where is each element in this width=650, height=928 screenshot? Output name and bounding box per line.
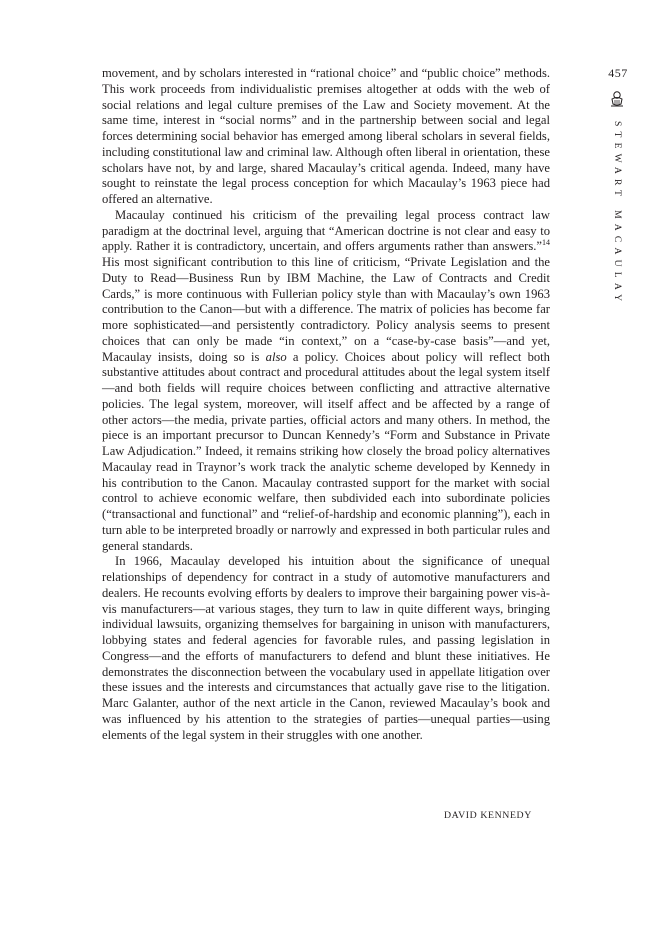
emphasis-also: also — [265, 349, 287, 364]
body-text — [102, 66, 550, 743]
paragraph-3 — [102, 554, 550, 743]
paragraph-2 — [102, 208, 550, 555]
paragraph-1 — [102, 66, 550, 208]
paragraph-2-text-a: Macaulay continued his criticism of the prevailing legal process contract law paradigm at the doctrinal level, arguing that “American doctrine is not clear and easy to apply. Rather it is contradictory, uncertain, and offers arguments rather than answers.” — [102, 207, 550, 254]
paragraph-1-text: movement, and by scholars interested in “rational choice” and “public choice” methods. This work proceeds from individualistic premises altogether at odds with the web of social relations and legal culture premises of the Law and Society movement. At the same time, interest in “social norms” and in the partnership between social and legal forces determining social behavior has emerged among liberal scholars in several fields, including constitutional law and criminal law. Although often liberal in orientation, these scholars have not, by and large, shared Macaulay’s critical agenda. Indeed, many have sought to reinstate the legal process conception for which Macaulay’s 1963 piece had offered an alternative. — [102, 66, 550, 206]
running-head — [612, 121, 623, 306]
seal-ornament-icon — [609, 90, 625, 108]
paragraph-2-text-b: His most significant contribution to this line of criticism, “Private Legislation and the Duty to Read—Business Run by IBM Machine, the Law of Contracts and Credit Cards,” is more continuous with Fullerian policy style than with Macaulay’s own 1963 contribution to the Canon—but with a difference. The matrix of policies has become far more sophisticated—and persistently contradictory. Policy analysis seems to present choices that can only be made “in context,” on a “case-by-case basis”—and yet, Macaulay insists, doing so is — [102, 255, 550, 364]
paragraph-3-text: In 1966, Macaulay developed his intuition about the significance of unequal relationships of dependency for contract in a study of automotive manufacturers and dealers. He recounts evolving efforts by dealers to improve their bargaining power vis-à-vis manufacturers—at various stages, they turn to law in quite different ways, bringing individual lawsuits, organizing themselves for bargaining in unison with manufacturers, lobbying states and federal agencies for favorable rules, and passing legislation in Congress—and the efforts of manufacturers to defend and blunt these initiatives. He demonstrates the disconnection between the vocabulary used in appellate litigation over these issues and the interests and circumstances that actually gave rise to the litigation. Marc Galanter, author of the next article in the Canon, reviewed Macaulay’s book and was influenced by his attention to the strategies of parties—unequal parties—using elements of the legal system in their struggles with one another. — [102, 554, 550, 742]
footnote-reference[interactable]: 14 — [542, 238, 550, 248]
running-head-last-name: MACAULAY — [612, 210, 623, 307]
page-number: 457 — [608, 66, 628, 80]
paragraph-2-text-c: a policy. Choices about policy will reflect both substantive attitudes about contract and procedural attitudes about the legal system itself—and both fields will require choices between conflicting and attractive alternative policies. The legal system, moreover, will itself affect and be affected by a range of other actors—the media, private parties, official actors and many others. In method, the piece is an important precursor to Duncan Kennedy’s “Form and Substance in Private Law Adjudication.” Indeed, it remains striking how closely the broad policy alternatives Macaulay read in Traynor’s work track the analytic scheme developed by Kennedy in his contribution to the Canon. Macaulay contrasted support for the market with social control to achieve economic welfare, then subdivided each into subordinate policies (“transactional and functional” and “relief-of-hardship and economic planning”), each in turn able to be interpreted broadly or narrowly and expressed in both particular rules and general standards. — [102, 349, 550, 553]
author-signature: DAVID KENNEDY — [444, 810, 532, 821]
running-head-first-name: STEWART — [612, 121, 623, 202]
